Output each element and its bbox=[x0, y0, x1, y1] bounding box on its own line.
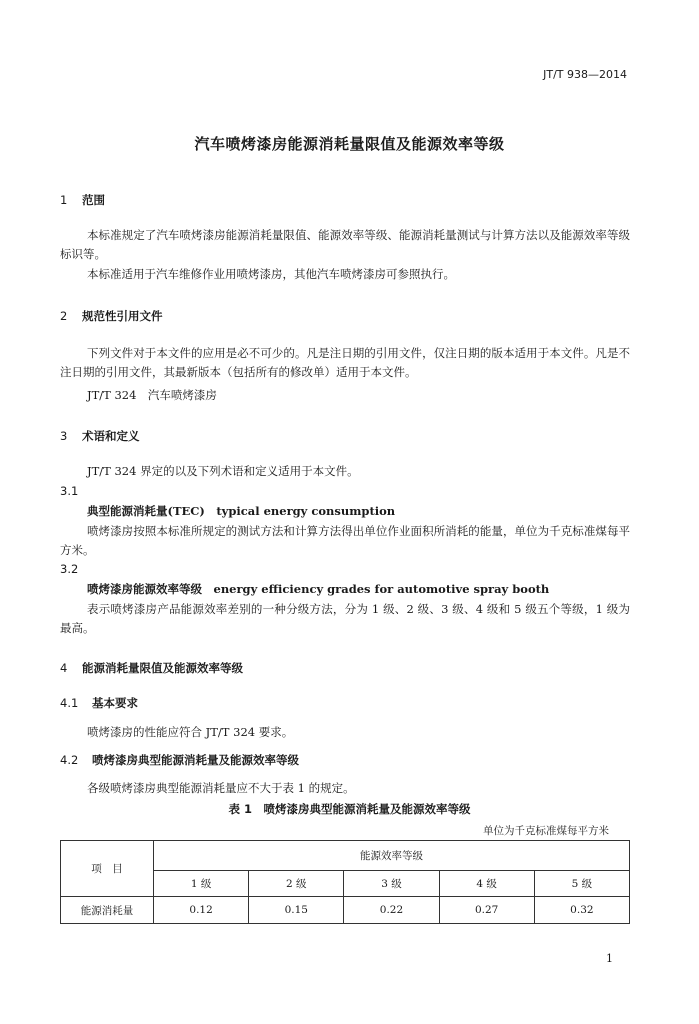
section-4-2-heading bbox=[60, 752, 299, 768]
normative-reference: JT/T 324 汽车喷烤漆房 bbox=[87, 388, 217, 402]
table-group-header: 能源效率等级 bbox=[154, 841, 630, 871]
standard-number: JT/T 938—2014 bbox=[543, 68, 627, 81]
section-title: 能源消耗量限值及能源效率等级 bbox=[82, 661, 243, 675]
table-cell: 0.27 bbox=[439, 897, 534, 924]
section-1-paragraph-1: 本标准规定了汽车喷烤漆房能源消耗量限值、能源效率等级、能源消耗量测试与计算方法以及能源效率等级标识等。 bbox=[60, 228, 630, 261]
table-row bbox=[61, 897, 630, 924]
section-title: 基本要求 bbox=[92, 696, 138, 710]
grade-header: 5 级 bbox=[534, 871, 629, 897]
section-2-heading bbox=[60, 308, 163, 324]
table-cell: 0.15 bbox=[249, 897, 344, 924]
grade-header: 4 级 bbox=[439, 871, 534, 897]
section-4-1-paragraph: 喷烤漆房的性能应符合 JT/T 324 要求。 bbox=[87, 725, 294, 739]
section-3-intro: JT/T 324 界定的以及下列术语和定义适用于本文件。 bbox=[87, 464, 359, 478]
section-4-2-paragraph: 各级喷烤漆房典型能源消耗量应不大于表 1 的规定。 bbox=[87, 781, 355, 795]
table-caption: 表 1 喷烤漆房典型能源消耗量及能源效率等级 bbox=[228, 802, 471, 816]
section-2-paragraph: 下列文件对于本文件的应用是必不可少的。凡是注日期的引用文件，仅注日期的版本适用于本文件。凡是不注日期的引用文件，其最新版本（包括所有的修改单）适用于本文件。 bbox=[60, 346, 630, 379]
section-3-heading bbox=[60, 428, 140, 444]
section-1-paragraph-2: 本标准适用于汽车维修作业用喷烤漆房，其他汽车喷烤漆房可参照执行。 bbox=[87, 267, 455, 281]
section-number: 4.2 bbox=[60, 753, 79, 767]
document-title: 汽车喷烤漆房能源消耗量限值及能源效率等级 bbox=[194, 135, 505, 153]
term-3-2-title: 喷烤漆房能源效率等级 energy efficiency grades for automotive spray booth bbox=[87, 582, 550, 596]
section-number: 4.1 bbox=[60, 696, 79, 710]
section-title: 规范性引用文件 bbox=[82, 309, 163, 323]
page-number: 1 bbox=[606, 952, 613, 965]
term-3-1-title: 典型能源消耗量(TEC) typical energy consumption bbox=[87, 504, 396, 518]
term-3-2-definition: 表示喷烤漆房产品能源效率差别的一种分级方法，分为 1 级、2 级、3 级、4 级和 5 级五个等级，1 级为最高。 bbox=[60, 602, 630, 635]
energy-grade-table bbox=[60, 840, 630, 924]
table-cell: 0.32 bbox=[534, 897, 629, 924]
term-3-1-number: 3.1 bbox=[60, 484, 79, 498]
term-3-1-definition: 喷烤漆房按照本标准所规定的测试方法和计算方法得出单位作业面积所消耗的能量，单位为千克标准煤每平方米。 bbox=[60, 524, 630, 557]
section-title: 范围 bbox=[82, 193, 105, 207]
section-4-1-heading bbox=[60, 695, 138, 711]
table-unit: 单位为千克标准煤每平方米 bbox=[483, 825, 609, 837]
section-number: 1 bbox=[60, 193, 68, 207]
section-title: 术语和定义 bbox=[82, 429, 140, 443]
table-header-row bbox=[61, 841, 630, 871]
grade-header: 2 级 bbox=[249, 871, 344, 897]
section-number: 3 bbox=[60, 429, 68, 443]
row-label: 能源消耗量 bbox=[61, 897, 154, 924]
section-number: 4 bbox=[60, 661, 68, 675]
section-1-heading bbox=[60, 192, 105, 208]
term-3-2-number: 3.2 bbox=[60, 562, 79, 576]
table-col-header: 项 目 bbox=[61, 841, 154, 897]
table-cell: 0.22 bbox=[344, 897, 439, 924]
section-title: 喷烤漆房典型能源消耗量及能源效率等级 bbox=[92, 753, 299, 767]
table-cell: 0.12 bbox=[154, 897, 249, 924]
section-4-heading bbox=[60, 660, 243, 676]
grade-header: 3 级 bbox=[344, 871, 439, 897]
section-number: 2 bbox=[60, 309, 68, 323]
grade-header: 1 级 bbox=[154, 871, 249, 897]
